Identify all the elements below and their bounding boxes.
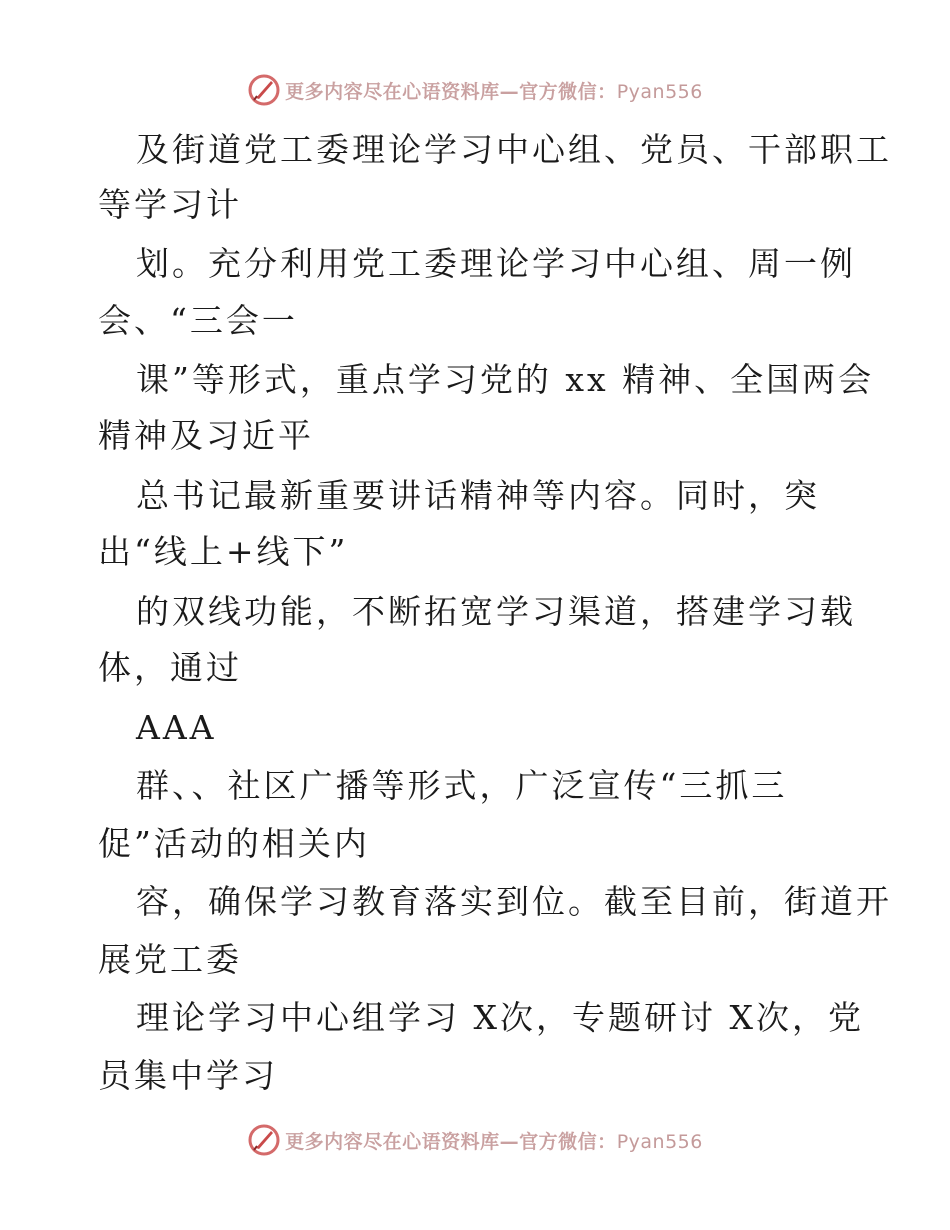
- quill-logo-icon: [247, 73, 281, 107]
- text-line: 及街道党工委理论学习中心组、党员、干部职工: [136, 130, 892, 169]
- text-line: 员集中学习: [98, 1056, 278, 1095]
- text-line: 划。充分利用党工委理论学习中心组、周一例: [136, 244, 856, 283]
- text-line: 展党工委: [98, 940, 242, 979]
- watermark-text: [285, 1127, 703, 1154]
- text-line: 课”等形式，重点学习党的 xx 精神、全国两会: [136, 360, 875, 399]
- text-line: 出“线上+线下”: [98, 532, 349, 571]
- watermark-separator: —: [499, 80, 520, 103]
- watermark-text: [285, 77, 703, 104]
- text-line: 会、“三会一: [98, 301, 298, 340]
- watermark-contact: 官方微信：: [519, 80, 617, 103]
- text-line: 容，确保学习教育落实到位。截至目前，街道开: [136, 882, 892, 921]
- text-line: 体，通过: [98, 648, 242, 687]
- text-line: 促”活动的相关内: [98, 824, 370, 863]
- text-line: 精神及习近平: [98, 416, 314, 455]
- watermark-wechat-id: Pyan556: [616, 1130, 703, 1153]
- text-line: 理论学习中心组学习 X次，专题研讨 X次，党: [136, 998, 864, 1037]
- watermark-brand: 更多内容尽在心语资料库: [285, 80, 500, 103]
- header-watermark: [0, 70, 950, 110]
- text-line: 的双线功能，不断拓宽学习渠道，搭建学习载: [136, 592, 856, 631]
- text-line: 群、、社区广播等形式，广泛宣传“三抓三: [136, 766, 788, 805]
- text-line: 总书记最新重要讲话精神等内容。同时，突: [136, 476, 820, 515]
- watermark-brand: 更多内容尽在心语资料库: [285, 1130, 500, 1153]
- watermark-wechat-id: Pyan556: [616, 80, 703, 103]
- text-line: 等学习计: [98, 185, 242, 224]
- footer-watermark: [0, 1120, 950, 1160]
- quill-logo-icon: [247, 1123, 281, 1157]
- watermark-separator: —: [499, 1130, 520, 1153]
- text-line: AAA: [136, 708, 217, 747]
- watermark-contact: 官方微信：: [519, 1130, 617, 1153]
